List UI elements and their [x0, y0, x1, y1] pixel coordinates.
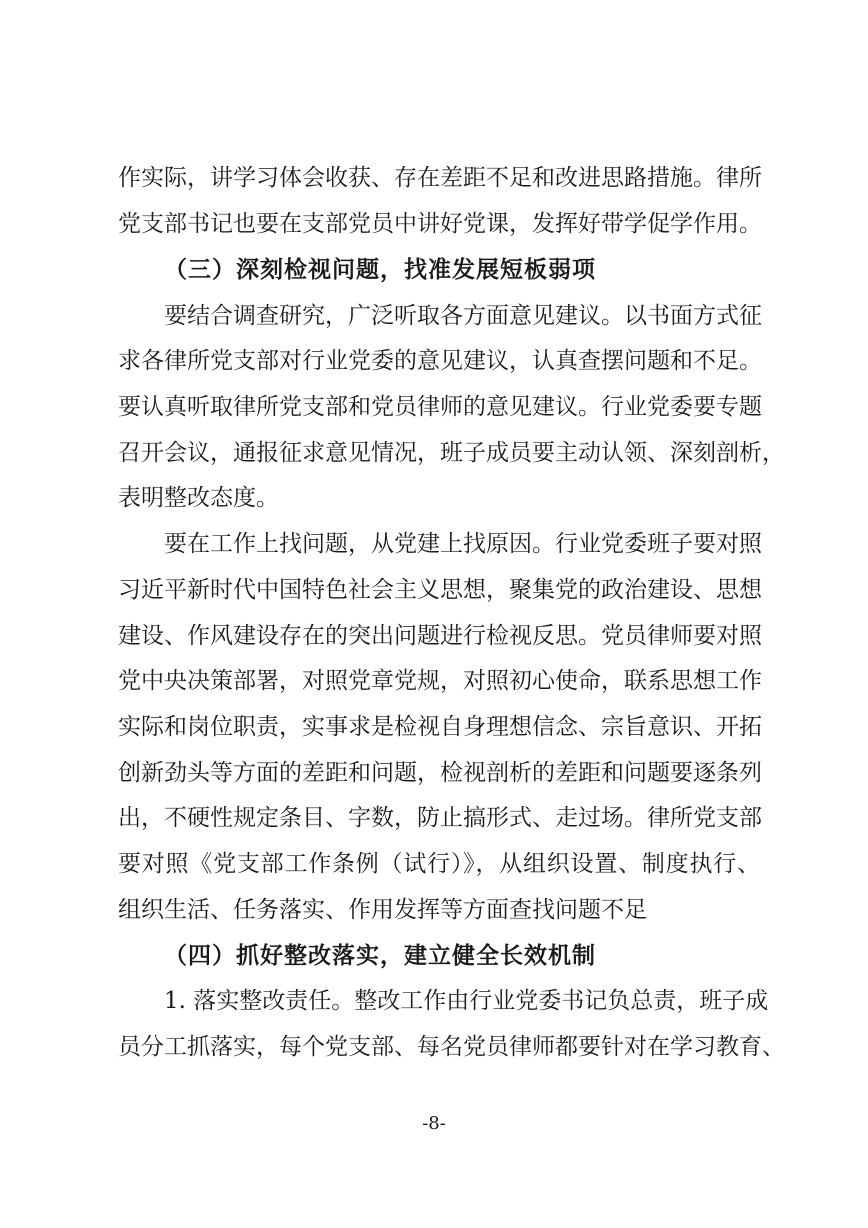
- paragraph-1-line-1: 作实际，讲学习体会收获、存在差距不足和改进思路措施。律所: [118, 165, 762, 191]
- paragraph-3-line-6: 创新劲头等方面的差距和问题，检视剖析的差距和问题要逐条列: [118, 760, 762, 786]
- paragraph-3-line-7: 出，不硬性规定条目、字数，防止搞形式、走过场。律所党支部: [118, 805, 762, 831]
- paragraph-3-line-3: 建设、作风建设存在的突出问题进行检视反思。党员律师要对照: [118, 623, 762, 649]
- paragraph-3-line-9: 组织生活、任务落实、作用发挥等方面查找问题不足: [118, 897, 647, 923]
- paragraph-3-line-1: 要在工作上找问题，从党建上找原因。行业党委班子要对照: [164, 531, 762, 557]
- paragraph-3-line-2: 习近平新时代中国特色社会主义思想，聚集党的政治建设、思想: [118, 577, 762, 603]
- section-heading-4: （四）抓好整改落实，建立健全长效机制: [164, 942, 596, 969]
- paragraph-2-line-2: 求各律所党支部对行业党委的意见建议，认真查摆问题和不足。: [118, 348, 762, 374]
- paragraph-4-line-1: 1. 落实整改责任。整改工作由行业党委书记负总责，班子成: [164, 988, 769, 1014]
- paragraph-1-line-2: 党支部书记也要在支部党员中讲好党课，发挥好带学促学作用。: [118, 211, 762, 237]
- page-number: -8-: [422, 1113, 446, 1134]
- paragraph-3-line-5: 实际和岗位职责，实事求是检视自身理想信念、宗旨意识、开拓: [118, 714, 762, 740]
- paragraph-2-line-4: 召开会议，通报征求意见情况，班子成员要主动认领、深刻剖析，: [118, 440, 785, 466]
- paragraph-2-line-3: 要认真听取律所党支部和党员律师的意见建议。行业党委要专题: [118, 394, 762, 420]
- paragraph-2-line-5: 表明整改态度。: [118, 485, 279, 511]
- paragraph-2-line-1: 要结合调查研究，广泛听取各方面意见建议。以书面方式征: [164, 303, 762, 329]
- paragraph-3-line-8: 要对照《党支部工作条例（试行）》，从组织设置、制度执行、: [118, 851, 760, 877]
- paragraph-3-line-4: 党中央决策部署，对照党章党规，对照初心使命，联系思想工作: [118, 668, 762, 694]
- paragraph-4-line-2: 员分工抓落实，每个党支部、每名党员律师都要针对在学习教育、: [118, 1034, 785, 1060]
- section-heading-3: （三）深刻检视问题，找准发展短板弱项: [164, 256, 596, 283]
